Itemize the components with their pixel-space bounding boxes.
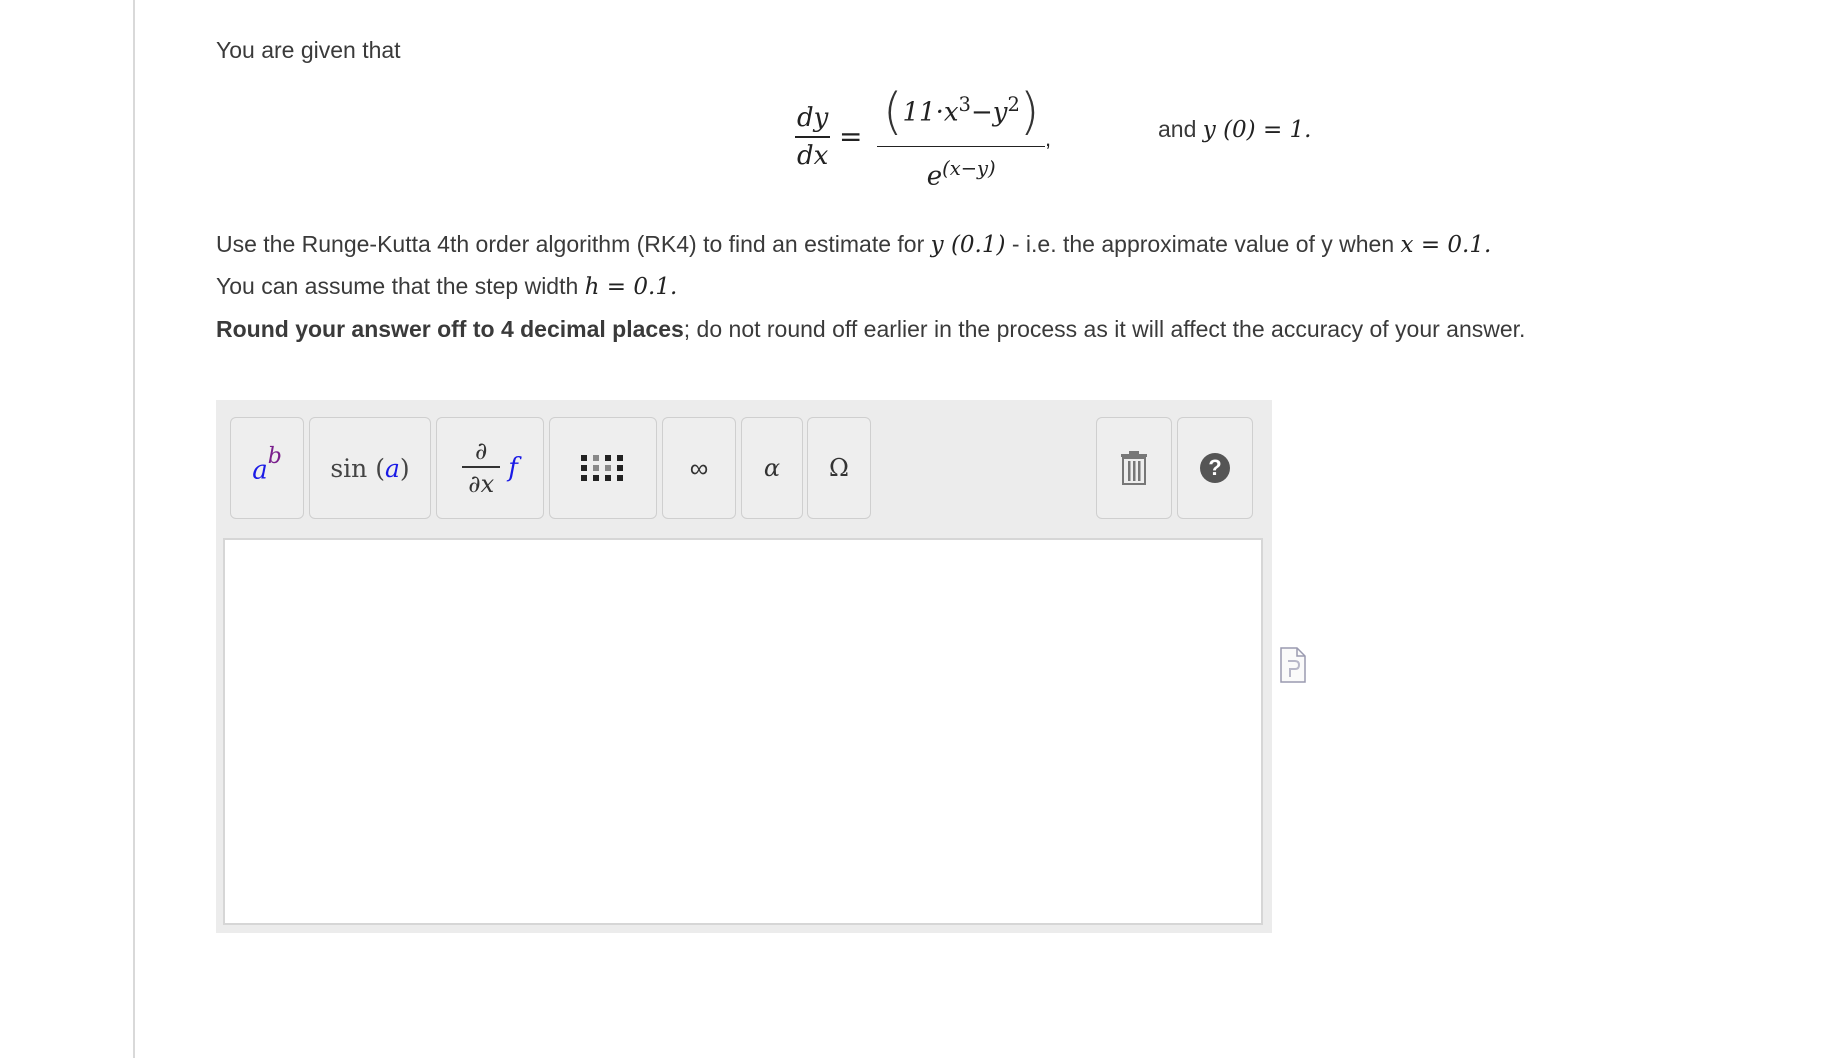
equals-sign: = [839,120,863,153]
left-divider [133,0,135,1058]
matrix-button[interactable] [549,417,657,519]
symbols-button[interactable]: Ω [807,417,871,519]
trash-icon [1119,450,1149,486]
math-input-panel [216,400,1272,933]
intro-text: You are given that [216,37,401,63]
rhs-numerator: $(11\cdot x^3-y^2)$ [883,82,1040,141]
clear-button[interactable] [1096,417,1172,519]
matrix-icon [581,455,625,481]
rounding-emphasis: Round your answer off to 4 decimal places [216,316,684,342]
answer-editor[interactable] [223,538,1263,925]
lhs-numerator: dy [797,103,829,133]
instruction-line-3: Round your answer off to 4 decimal places; do not round off earlier in the process as it will affect the accuracy of your answer. [216,316,1526,342]
instruction-line-1: Use the Runge-Kutta 4th order algorithm (RK4) to find an estimate for y (0.1) - i.e. the approximate value of y when x = 0.1. [216,231,1492,258]
file-icon[interactable] [1280,647,1306,683]
rhs-fraction [877,72,1045,199]
lhs-fraction [795,100,830,174]
infinity-button[interactable]: ∞ [662,417,736,519]
initial-condition: and y (0) = 1. [1158,116,1312,143]
lhs-denominator: dx [797,140,829,171]
rhs-denominator: $e^{(x-y)}$ [926,157,996,192]
differential-equation [575,70,1155,190]
power-button[interactable]: $a^b$ [230,417,304,519]
help-button[interactable] [1177,417,1253,519]
function-button[interactable]: sin (a) [309,417,431,519]
instruction-line-2: You can assume that the step width h = 0.1. [216,273,678,300]
greek-button[interactable]: α [741,417,803,519]
derivative-button[interactable]: ∂ ∂x f [436,417,544,519]
help-icon: ? [1200,453,1230,483]
equation-comma: , [1045,126,1052,151]
